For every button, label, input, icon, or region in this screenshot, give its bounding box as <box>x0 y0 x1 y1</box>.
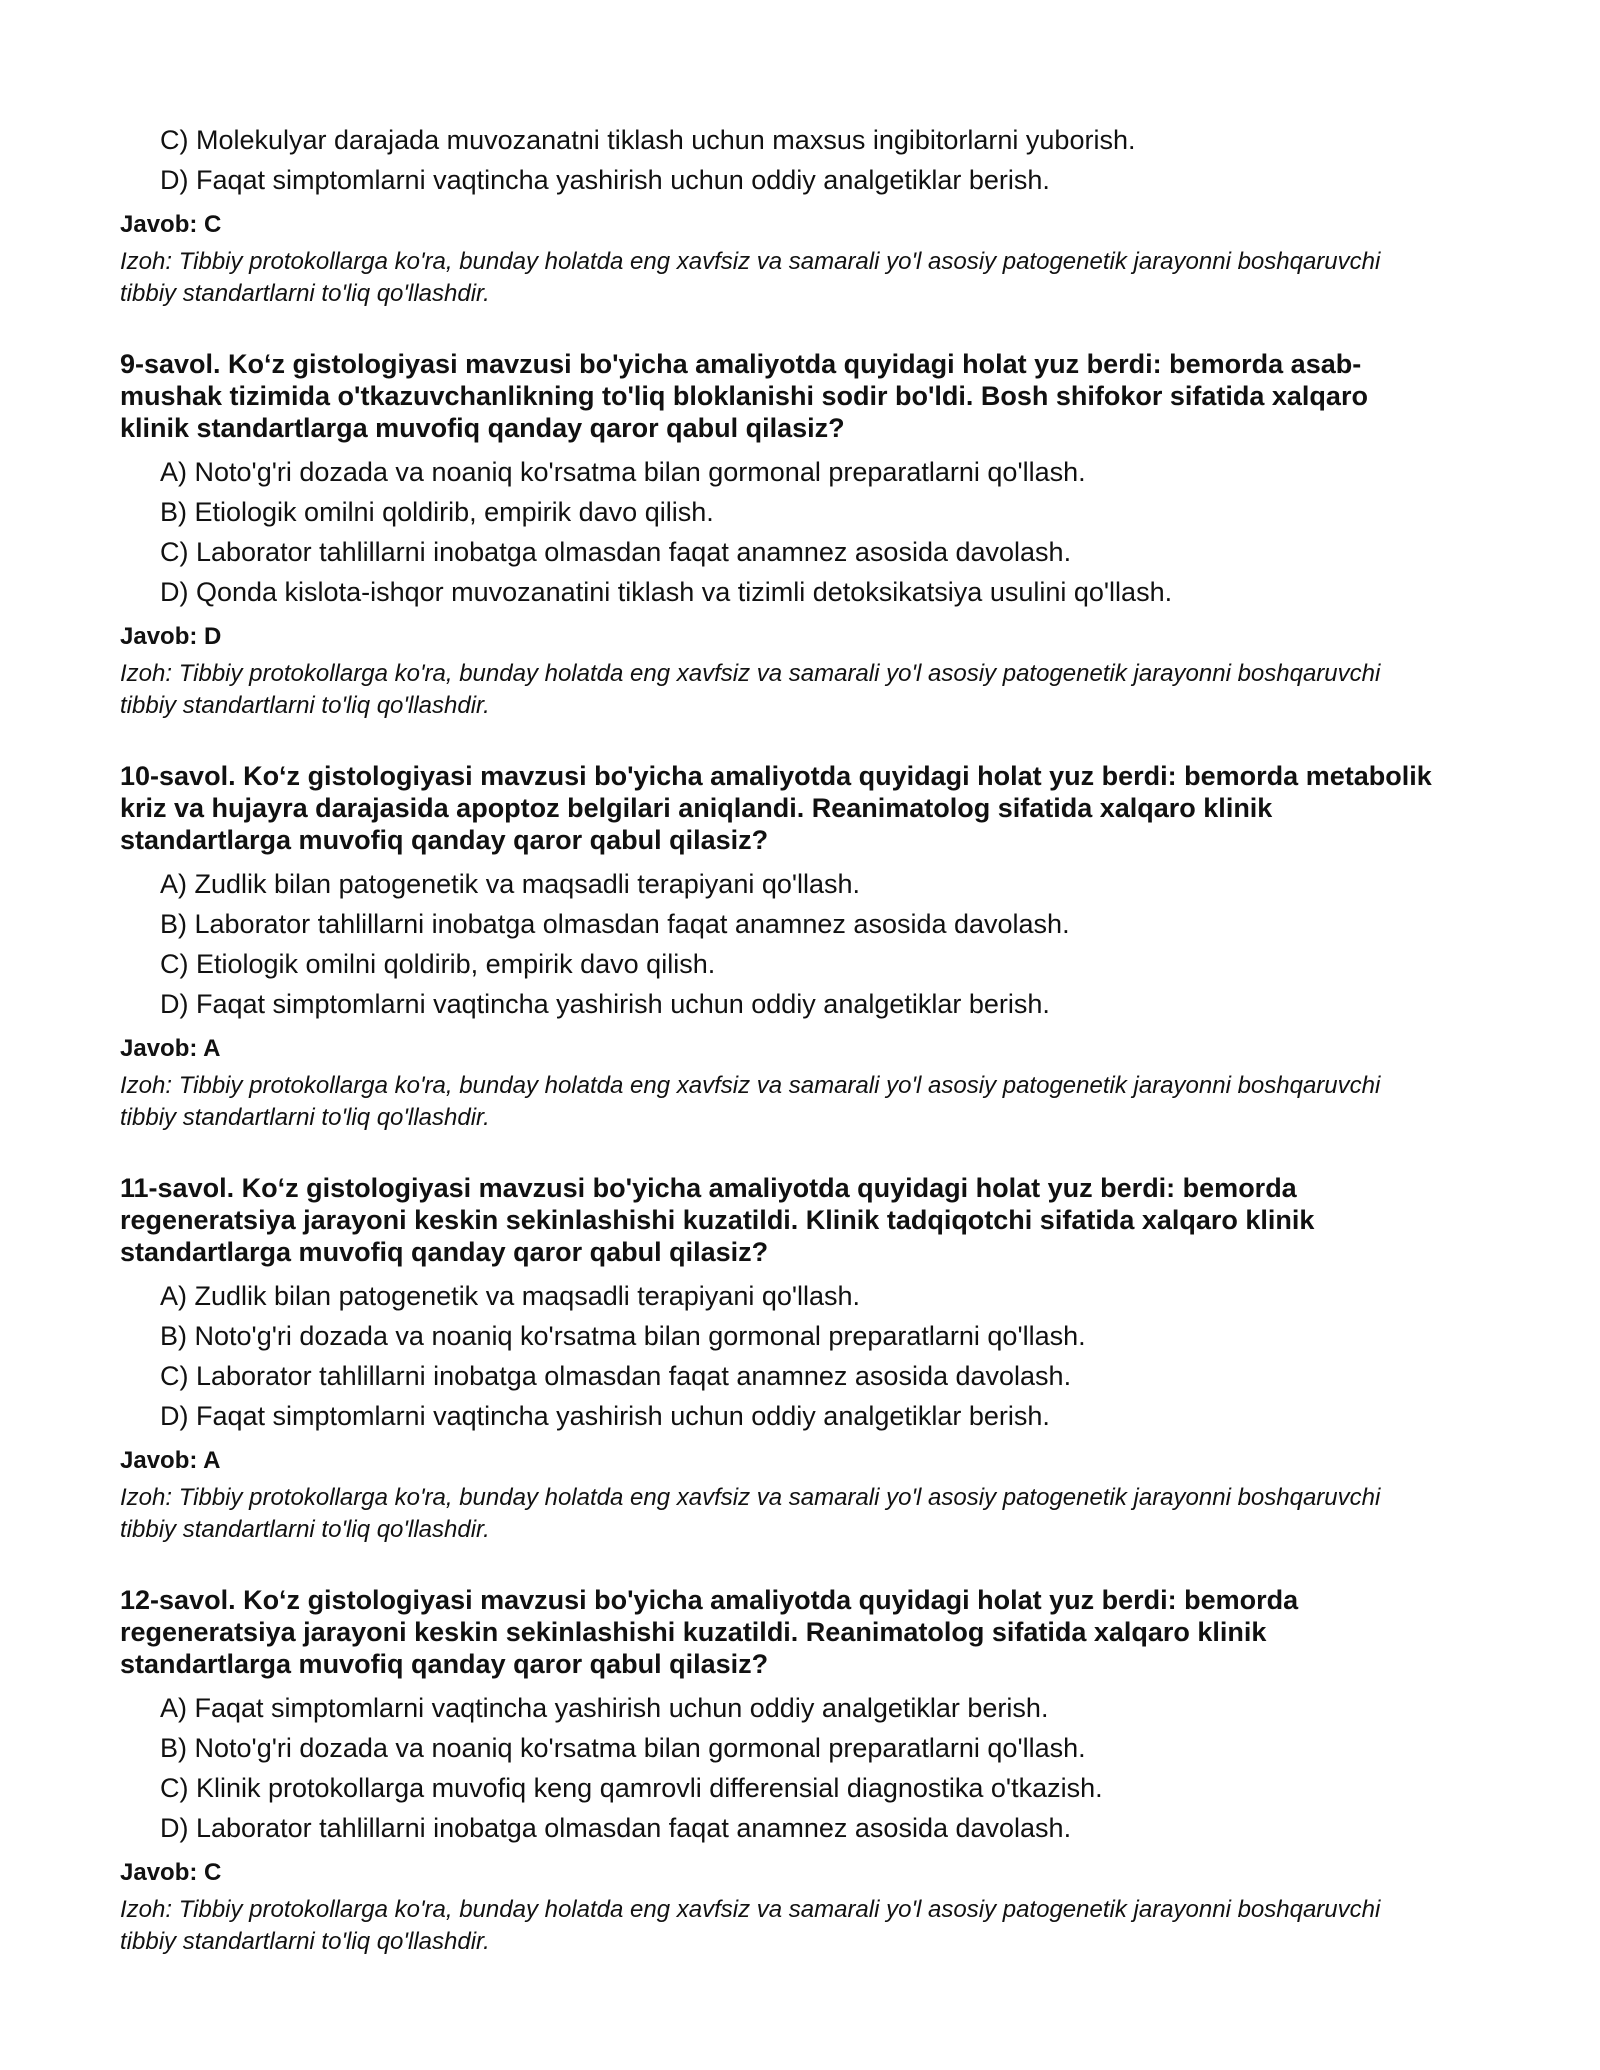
option-list <box>120 120 1440 200</box>
question-title: 9-savol. Ko‘z gistologiyasi mavzusi bo'yicha amaliyotda quyidagi holat yuz berdi: bemorda asab-mushak tizimida o'tkazuvchanlikning to'liq bloklanishi sodir bo'ldi. Bosh shifokor sifatida xalqaro klinik standartlarga muvofiq qanday qaror qabul qilasiz? <box>120 349 1368 443</box>
option-b: B) Laborator tahlillarni inobatga olmasdan faqat anamnez asosida davolash. <box>160 909 1070 939</box>
option-c: C) Etiologik omilni qoldirib, empirik davo qilish. <box>160 949 716 979</box>
option-b: B) Etiologik omilni qoldirib, empirik davo qilish. <box>160 497 714 527</box>
question-block-12 <box>120 1584 1440 1958</box>
option-d: D) Faqat simptomlarni vaqtincha yashirish uchun oddiy analgetiklar berish. <box>160 165 1050 195</box>
option-a: A) Zudlik bilan patogenetik va maqsadli terapiyani qo'llash. <box>160 869 861 899</box>
explanation-note: Izoh: Tibbiy protokollarga ko'ra, bunday holatda eng xavfsiz va samarali yo'l asosiy patogenetik jarayonni boshqaruvchi tibbiy standartlarni to'liq qo'llashdir. <box>120 660 1381 719</box>
option-b: B) Noto'g'ri dozada va noaniq ko'rsatma bilan gormonal preparatlarni qo'llash. <box>160 1321 1086 1351</box>
option-a: A) Faqat simptomlarni vaqtincha yashirish uchun oddiy analgetiklar berish. <box>160 1693 1049 1723</box>
question-title: 10-savol. Ko‘z gistologiyasi mavzusi bo'yicha amaliyotda quyidagi holat yuz berdi: bemorda metabolik kriz va hujayra darajasida apoptoz belgilari aniqlandi. Reanimatolog sifatida xalqaro klinik standartlarga muvofiq qanday qaror qabul qilasiz? <box>120 761 1432 855</box>
question-block-10 <box>120 760 1440 1134</box>
document-page <box>120 120 1440 1958</box>
option-a: A) Zudlik bilan patogenetik va maqsadli terapiyani qo'llash. <box>160 1281 861 1311</box>
option-b: B) Noto'g'ri dozada va noaniq ko'rsatma bilan gormonal preparatlarni qo'llash. <box>160 1733 1086 1763</box>
option-list <box>120 452 1440 612</box>
explanation-note: Izoh: Tibbiy protokollarga ko'ra, bunday holatda eng xavfsiz va samarali yo'l asosiy patogenetik jarayonni boshqaruvchi tibbiy standartlarni to'liq qo'llashdir. <box>120 1896 1381 1955</box>
explanation-note: Izoh: Tibbiy protokollarga ko'ra, bunday holatda eng xavfsiz va samarali yo'l asosiy patogenetik jarayonni boshqaruvchi tibbiy standartlarni to'liq qo'llashdir. <box>120 1072 1381 1131</box>
answer: Javob: A <box>120 1035 221 1062</box>
intro-block <box>120 120 1440 310</box>
option-d: D) Faqat simptomlarni vaqtincha yashirish uchun oddiy analgetiklar berish. <box>160 1401 1050 1431</box>
explanation-note: Izoh: Tibbiy protokollarga ko'ra, bunday holatda eng xavfsiz va samarali yo'l asosiy patogenetik jarayonni boshqaruvchi tibbiy standartlarni to'liq qo'llashdir. <box>120 1484 1381 1543</box>
option-d: D) Laborator tahlillarni inobatga olmasdan faqat anamnez asosida davolash. <box>160 1813 1072 1843</box>
option-c: C) Laborator tahlillarni inobatga olmasdan faqat anamnez asosida davolash. <box>160 1361 1072 1391</box>
option-d: D) Faqat simptomlarni vaqtincha yashirish uchun oddiy analgetiklar berish. <box>160 989 1050 1019</box>
answer: Javob: C <box>120 1859 222 1886</box>
option-c: C) Laborator tahlillarni inobatga olmasdan faqat anamnez asosida davolash. <box>160 537 1072 567</box>
question-block-11 <box>120 1172 1440 1546</box>
option-c: C) Klinik protokollarga muvofiq keng qamrovli differensial diagnostika o'tkazish. <box>160 1773 1103 1803</box>
explanation-note: Izoh: Tibbiy protokollarga ko'ra, bunday holatda eng xavfsiz va samarali yo'l asosiy patogenetik jarayonni boshqaruvchi tibbiy standartlarni to'liq qo'llashdir. <box>120 248 1381 307</box>
option-a: A) Noto'g'ri dozada va noaniq ko'rsatma bilan gormonal preparatlarni qo'llash. <box>160 457 1086 487</box>
answer: Javob: A <box>120 1447 221 1474</box>
option-c: C) Molekulyar darajada muvozanatni tiklash uchun maxsus ingibitorlarni yuborish. <box>160 125 1136 155</box>
option-list <box>120 1276 1440 1436</box>
option-list <box>120 1688 1440 1848</box>
answer: Javob: C <box>120 211 222 238</box>
question-title: 11-savol. Ko‘z gistologiyasi mavzusi bo'yicha amaliyotda quyidagi holat yuz berdi: bemorda regeneratsiya jarayoni keskin sekinlashishi kuzatildi. Klinik tadqiqotchi sifatida xalqaro klinik standartlarga muvofiq qanday qaror qabul qilasiz? <box>120 1173 1315 1267</box>
option-d: D) Qonda kislota-ishqor muvozanatini tiklash va tizimli detoksikatsiya usulini qo'llash. <box>160 577 1173 607</box>
question-block-9 <box>120 348 1440 722</box>
answer: Javob: D <box>120 623 222 650</box>
question-title: 12-savol. Ko‘z gistologiyasi mavzusi bo'yicha amaliyotda quyidagi holat yuz berdi: bemorda regeneratsiya jarayoni keskin sekinlashishi kuzatildi. Reanimatolog sifatida xalqaro klinik standartlarga muvofiq qanday qaror qabul qilasiz? <box>120 1585 1299 1679</box>
option-list <box>120 864 1440 1024</box>
